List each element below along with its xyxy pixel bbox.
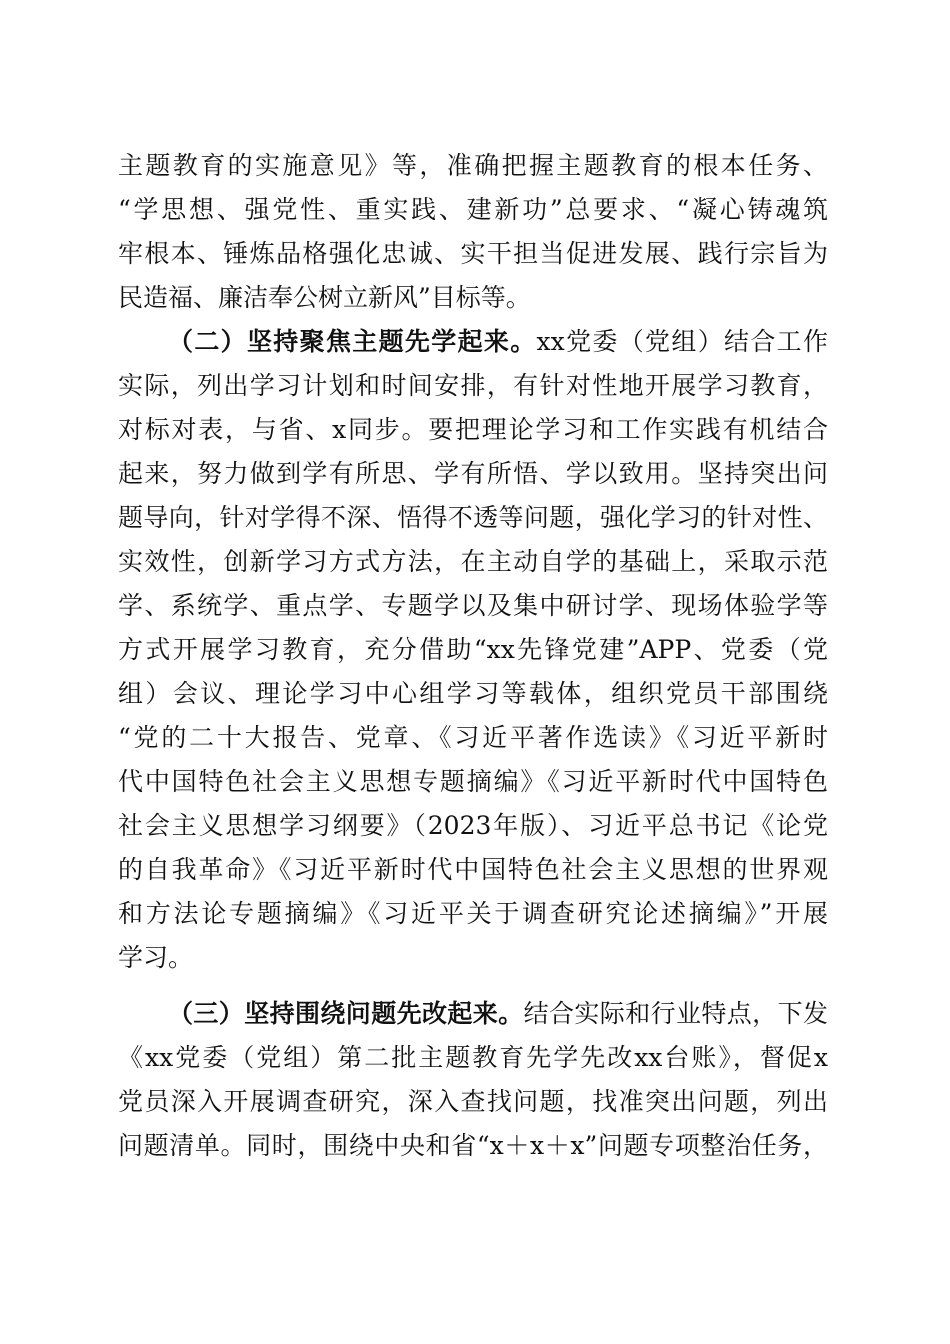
para3-line-2: 《xx党委（党组）第二批主题教育先学先改xx台账》，督促x bbox=[118, 1043, 828, 1072]
para1-line-3: 牢根本、锤炼品格强化忠诚、实干担当促进发展、践行宗旨为 bbox=[118, 239, 828, 268]
para3-heading: （三）坚持围绕问题先改起来。 bbox=[168, 999, 524, 1028]
para2-line-15: 学习。 bbox=[118, 943, 194, 972]
para3-line-4: 问题清单。同时，围绕中央和省“x＋x＋x”问题专项整治任务， bbox=[118, 1131, 828, 1160]
para2-line-12: 社会主义思想学习纲要》（2023年版）、习近平总书记《论党 bbox=[118, 811, 828, 840]
para1-line-2: “学思想、强党性、重实践、建新功”总要求、“凝心铸魂筑 bbox=[118, 195, 828, 224]
para2-first-line-rest: xx党委（党组）结合工作 bbox=[536, 327, 828, 356]
para2-line-8: 方式开展学习教育，充分借助“xx先锋党建”APP、党委（党 bbox=[118, 635, 828, 664]
para2-line-11: 代中国特色社会主义思想专题摘编》《习近平新时代中国特色 bbox=[118, 767, 828, 796]
para1-line-4: 民造福、廉洁奉公树立新风”目标等。 bbox=[118, 283, 531, 312]
para2-heading: （二）坚持聚焦主题先学起来。 bbox=[168, 327, 537, 356]
para3-first-line bbox=[168, 994, 828, 1034]
para3-first-line-rest: 结合实际和行业特点，下发 bbox=[523, 999, 828, 1028]
para1-line-1: 主题教育的实施意见》等，准确把握主题教育的根本任务、 bbox=[118, 151, 828, 180]
para2-line-14: 和方法论专题摘编》《习近平关于调查研究论述摘编》”开展 bbox=[118, 899, 828, 928]
para3-line-3: 党员深入开展调查研究，深入查找问题，找准突出问题，列出 bbox=[118, 1087, 828, 1116]
para2-line-2: 实际，列出学习计划和时间安排，有针对性地开展学习教育， bbox=[118, 371, 828, 400]
para2-line-5: 题导向，针对学得不深、悟得不透等问题，强化学习的针对性、 bbox=[118, 503, 828, 532]
para2-line-3: 对标对表，与省、x同步。要把理论学习和工作实践有机结合 bbox=[118, 415, 828, 444]
para2-line-6: 实效性，创新学习方式方法，在主动自学的基础上，采取示范 bbox=[118, 547, 828, 576]
para2-line-13: 的自我革命》《习近平新时代中国特色社会主义思想的世界观 bbox=[118, 855, 828, 884]
para2-line-9: 组）会议、理论学习中心组学习等载体，组织党员干部围绕 bbox=[118, 679, 828, 708]
para2-first-line bbox=[168, 322, 828, 362]
para2-line-7: 学、系统学、重点学、专题学以及集中研讨学、现场体验学等 bbox=[118, 591, 828, 620]
para2-line-4: 起来，努力做到学有所思、学有所悟、学以致用。坚持突出问 bbox=[118, 459, 828, 488]
para2-line-10: “党的二十大报告、党章、《习近平著作选读》《习近平新时 bbox=[118, 723, 828, 752]
